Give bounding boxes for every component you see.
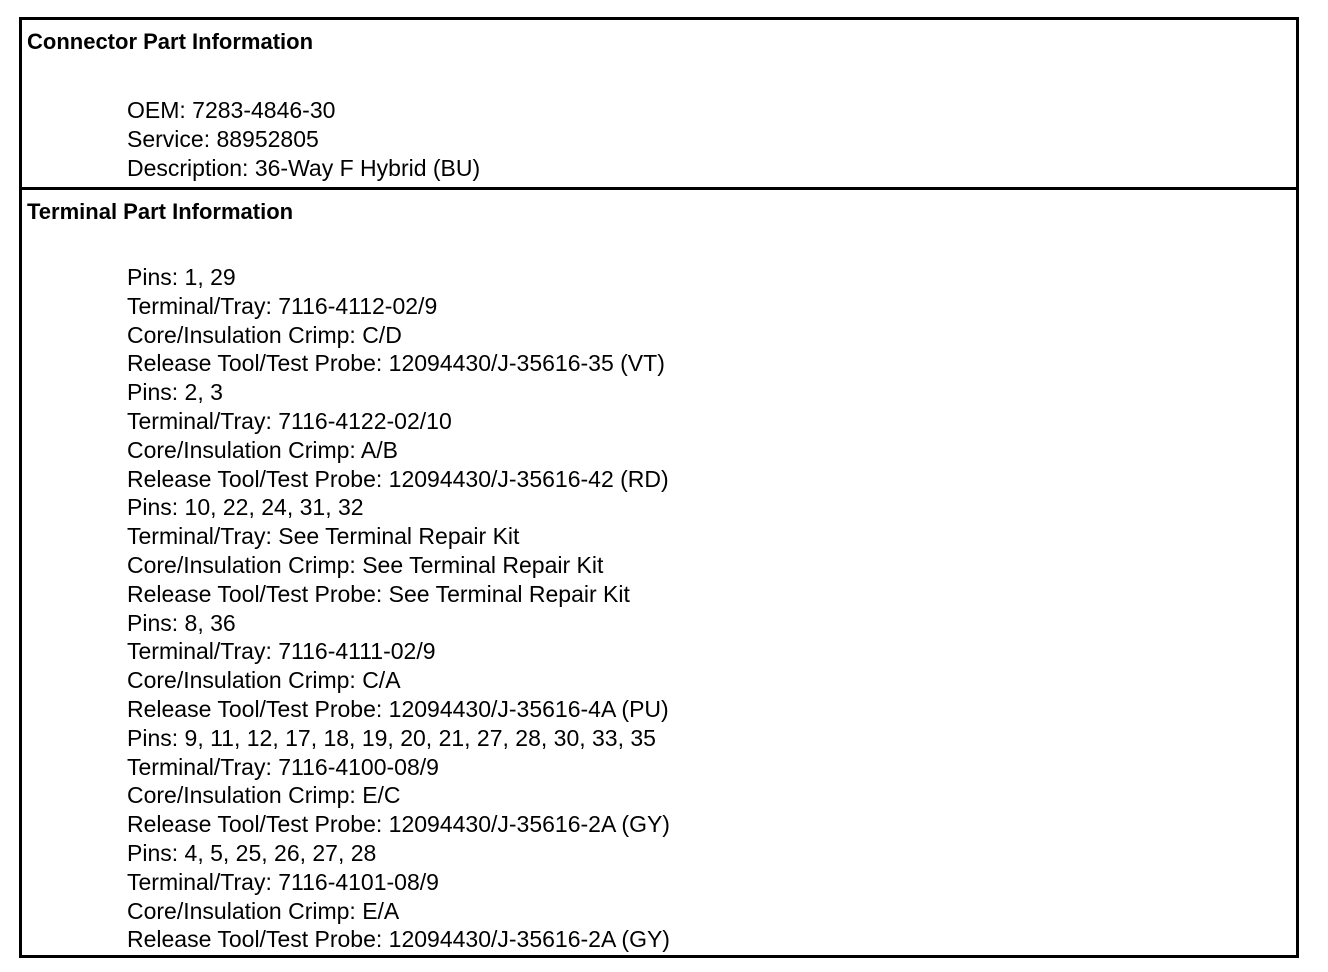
terminal-tray: Terminal/Tray: See Terminal Repair Kit [127,523,520,550]
terminal-release-tool: Release Tool/Test Probe: See Terminal Repair Kit [127,580,630,607]
terminal-tray: Terminal/Tray: 7116-4101-08/9 [127,868,439,895]
terminal-crimp: Core/Insulation Crimp: C/A [127,667,401,694]
connector-description: Description: 36-Way F Hybrid (BU) [127,154,481,181]
connector-details-list [127,96,480,182]
terminal-release-tool: Release Tool/Test Probe: 12094430/J-35616-2A (GY) [127,811,670,838]
terminal-tray: Terminal/Tray: 7116-4122-02/10 [127,407,452,434]
terminal-pins: Pins: 10, 22, 24, 31, 32 [127,494,364,521]
connector-info-table [19,17,1299,958]
terminal-crimp: Core/Insulation Crimp: E/A [127,897,400,924]
terminal-release-tool: Release Tool/Test Probe: 12094430/J-35616-2A (GY) [127,926,670,953]
connector-oem: OEM: 7283-4846-30 [127,97,336,123]
terminal-tray: Terminal/Tray: 7116-4100-08/9 [127,753,439,780]
terminal-tray: Terminal/Tray: 7116-4112-02/9 [127,292,438,319]
terminal-release-tool: Release Tool/Test Probe: 12094430/J-35616-42 (RD) [127,465,669,492]
terminal-pins: Pins: 1, 29 [127,264,236,290]
terminal-pins: Pins: 2, 3 [127,379,223,406]
terminal-crimp: Core/Insulation Crimp: E/C [127,782,401,809]
terminal-pins: Pins: 4, 5, 25, 26, 27, 28 [127,839,377,866]
terminal-crimp: Core/Insulation Crimp: See Terminal Repair Kit [127,551,604,578]
terminal-tray: Terminal/Tray: 7116-4111-02/9 [127,638,436,665]
terminal-crimp: Core/Insulation Crimp: C/D [127,321,402,348]
terminal-release-tool: Release Tool/Test Probe: 12094430/J-35616-35 (VT) [127,350,665,377]
terminal-crimp: Core/Insulation Crimp: A/B [127,436,399,463]
terminal-details-list [127,263,670,954]
connector-service: Service: 88952805 [127,125,319,152]
terminal-section [22,187,1296,955]
terminal-section-title: Terminal Part Information [27,199,294,224]
terminal-pins: Pins: 9, 11, 12, 17, 18, 19, 20, 21, 27, 28, 30, 33, 35 [127,724,656,751]
terminal-pins: Pins: 8, 36 [127,609,236,636]
connector-section [22,20,1296,187]
connector-section-title: Connector Part Information [27,29,314,54]
terminal-release-tool: Release Tool/Test Probe: 12094430/J-35616-4A (PU) [127,695,669,722]
